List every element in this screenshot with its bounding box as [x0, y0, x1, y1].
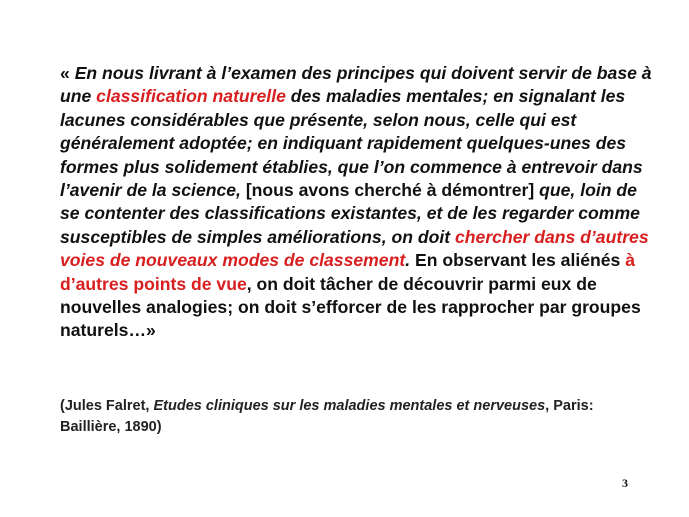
highlight-points-de-vue: à d’autres points de vue: [60, 250, 636, 294]
citation-author: (Jules Falret,: [60, 398, 150, 414]
quote-text: que, loin de se contenter des classifications existantes, et de les regarder comme susceptibles de simples améliorations, on doit: [60, 180, 640, 247]
citation-title: Etudes cliniques sur les maladies mentales et nerveuses: [153, 398, 546, 414]
highlight-nouveaux-modes: chercher dans d’autres voies de nouveaux modes de classement: [60, 226, 649, 271]
editorial-insertion: [nous avons cherché à démontrer]: [245, 180, 535, 201]
quote-text-upright: , on doit tâcher de découvrir parmi eux de nouvelles analogies; on doit s’efforcer de les rapprocher par groupes naturels…: [60, 273, 641, 341]
quote-text: .: [405, 250, 411, 271]
close-quote-mark: »: [146, 320, 156, 341]
quote-text: En nous livrant à l’examen des principes qui doivent servir de base à une: [60, 63, 652, 107]
open-quote-mark: «: [60, 63, 70, 83]
quote-paragraph: [60, 62, 660, 343]
highlight-classification-naturelle: classification naturelle: [96, 86, 286, 107]
page-number: 3: [622, 476, 628, 490]
citation-publisher: , Paris: Baillière, 1890): [60, 398, 594, 435]
citation: [60, 396, 620, 438]
quote-text-upright: En observant les aliénés: [414, 250, 621, 271]
quote-text: des maladies mentales; en signalant les lacunes considérables que présente, selon nous, celle qui est généralement adoptée; en indiquant rapidement quelques-unes des formes plus solidement établies, que l’on commence à entrevoir dans l’avenir de la science,: [60, 86, 643, 201]
